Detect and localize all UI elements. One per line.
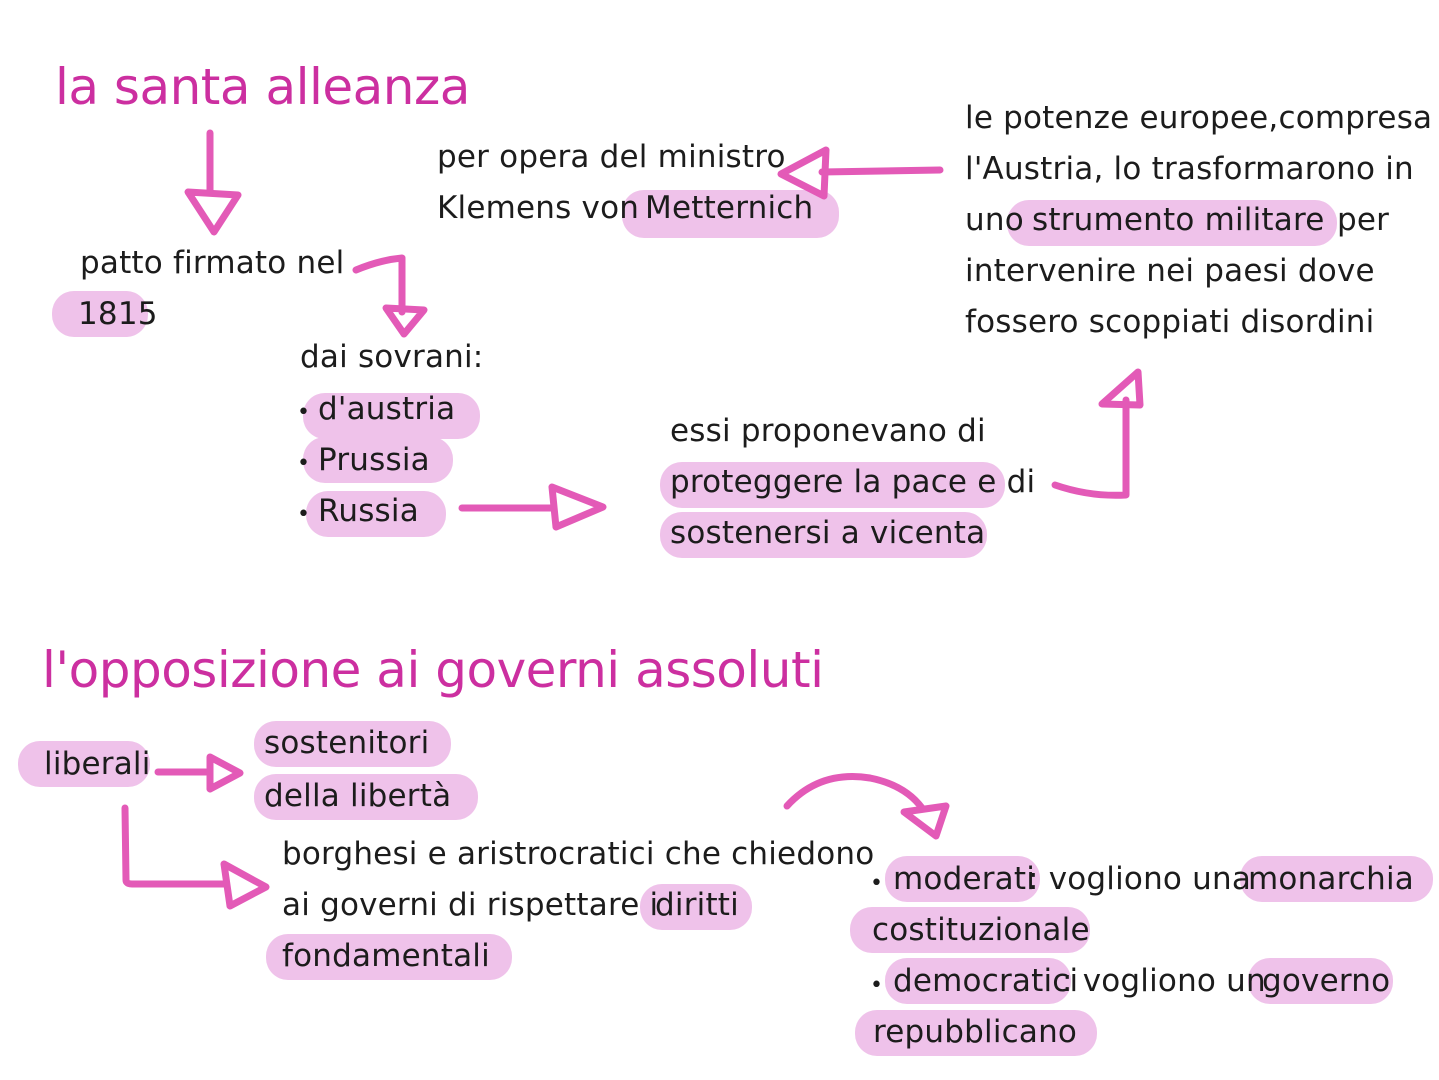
bourgeois-line-1: borghesi e aristrocratici che chiedono <box>282 836 875 872</box>
arrowhead-pact-to-sovereigns <box>386 308 424 334</box>
sovereign-austria: d'austria <box>318 391 456 427</box>
pact-text: patto firmato nel <box>80 245 345 281</box>
bullet: • <box>870 871 883 896</box>
democrats-term: democratici <box>893 963 1079 999</box>
powers-line-2: l'Austria, lo trasformarono in <box>965 151 1414 187</box>
section-title-santa-alleanza: la santa alleanza <box>55 58 470 116</box>
sovereigns-label: dai sovrani: <box>300 339 484 375</box>
powers-line-3a: uno <box>965 202 1024 238</box>
democrats-text: : vogliono un <box>1062 963 1266 999</box>
arrowhead-title-to-pact <box>188 192 238 232</box>
democrats-governo: governo <box>1262 963 1391 999</box>
arrow-pact-to-sovereigns <box>356 258 402 312</box>
powers-line-1: le potenze europee,compresa <box>965 100 1433 136</box>
liberali-label: liberali <box>44 746 151 782</box>
powers-line-3c: per <box>1337 202 1390 238</box>
aims-line-1: essi proponevano di <box>670 413 986 449</box>
minister-line-2a: Klemens von <box>437 190 640 226</box>
bullet: • <box>870 973 883 998</box>
minister-line-1: per opera del ministro <box>437 139 786 175</box>
moderates-costituzionale: costituzionale <box>872 912 1090 948</box>
arrowhead-liberali-to-borghesi <box>224 864 266 906</box>
powers-strumento: strumento militare <box>1032 202 1325 238</box>
arrowhead-to-factions <box>904 806 946 836</box>
bullet: • <box>297 400 310 425</box>
arrowhead-sovereigns-to-aims <box>552 487 603 527</box>
powers-line-5: fossero scoppiati disordini <box>965 304 1375 340</box>
sovereign-prussia: Prussia <box>318 442 430 478</box>
bourgeois-line-2a: ai governi di rispettare i <box>282 887 659 923</box>
supporters-line-1: sostenitori <box>264 725 430 761</box>
sovereign-russia: Russia <box>318 493 419 529</box>
arrow-powers-to-minister <box>822 170 940 172</box>
bourgeois-line-3: fondamentali <box>282 938 490 974</box>
moderates-text: : vogliono una <box>1028 861 1252 897</box>
bourgeois-diritti: diritti <box>655 887 739 923</box>
aims-line-2: proteggere la pace e di <box>670 464 1036 500</box>
democrats-repubblicano: repubblicano <box>873 1014 1078 1050</box>
aims-line-3: sostenersi a vicenta <box>670 515 986 551</box>
arrowhead-aims-to-powers <box>1102 372 1140 405</box>
supporters-line-2: della libertà <box>264 778 452 814</box>
minister-name: Metternich <box>645 190 814 226</box>
powers-line-4: intervenire nei paesi dove <box>965 253 1375 289</box>
moderates-term: moderati <box>893 861 1036 897</box>
moderates-monarchia: monarchia <box>1248 861 1414 897</box>
section-title-opposizione: l'opposizione ai governi assoluti <box>42 641 824 699</box>
arrowhead-liberali-to-sostenitori <box>210 757 240 789</box>
arrow-aims-to-powers <box>1055 400 1126 495</box>
arrow-liberali-to-borghesi <box>125 808 224 884</box>
bullet: • <box>297 502 310 527</box>
pact-year: 1815 <box>78 296 158 332</box>
bullet: • <box>297 451 310 476</box>
arrow-to-factions <box>787 777 922 808</box>
